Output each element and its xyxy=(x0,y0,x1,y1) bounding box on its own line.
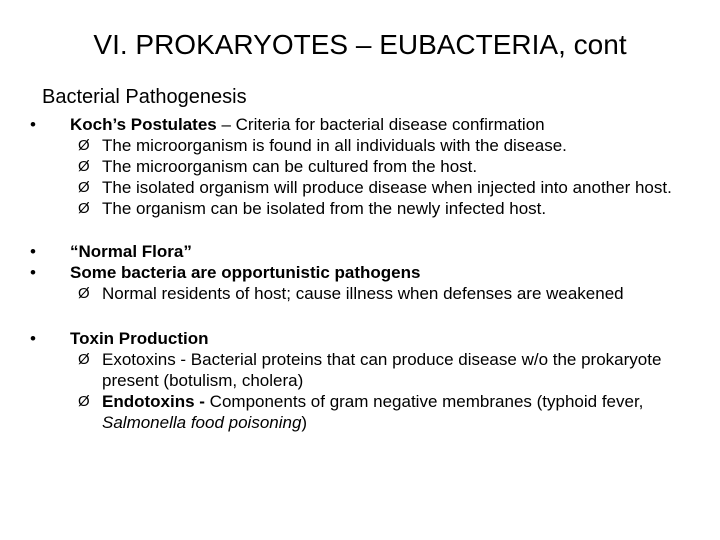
arrow-bullet-icon: Ø xyxy=(78,158,90,175)
bullet-opportunistic xyxy=(28,262,688,283)
arrow-bullet-icon: Ø xyxy=(78,137,90,154)
slide-title: VI. PROKARYOTES – EUBACTERIA, cont xyxy=(93,29,627,60)
koch-item xyxy=(28,177,688,198)
bullet-normal-flora xyxy=(28,241,688,262)
bullet-toxin xyxy=(28,328,688,349)
koch-item xyxy=(28,198,688,219)
opportunistic-item-text: Normal residents of host; cause illness when defenses are weakened xyxy=(102,284,624,303)
toxin-item-exotoxins xyxy=(28,349,688,391)
opportunistic-lead: Some bacteria are opportunistic pathogens xyxy=(70,263,421,282)
endotoxins-close: ) xyxy=(301,413,308,432)
endotoxins-text: Components of gram negative membranes (typhoid fever, xyxy=(204,392,644,411)
arrow-bullet-icon: Ø xyxy=(78,200,90,217)
bullet-koch xyxy=(28,114,688,135)
arrow-bullet-icon: Ø xyxy=(78,393,90,410)
exotoxins-text: Exotoxins - Bacterial proteins that can produce disease w/o the prokaryote present (botulism, cholera) xyxy=(102,350,662,390)
bullet-dot: • xyxy=(30,329,36,348)
slide-body xyxy=(28,114,688,433)
endotoxins-italic: Salmonella food poisoning xyxy=(102,413,302,432)
toxin-item-endotoxins xyxy=(28,391,688,433)
toxin-lead: Toxin Production xyxy=(70,329,209,348)
arrow-bullet-icon: Ø xyxy=(78,285,90,302)
koch-desc: – Criteria for bacterial disease confirmation xyxy=(216,115,545,134)
koch-item-text: The microorganism can be cultured from the host. xyxy=(102,157,478,176)
arrow-bullet-icon: Ø xyxy=(78,179,90,196)
koch-item-text: The microorganism is found in all individuals with the disease. xyxy=(102,136,567,155)
section-heading: Bacterial Pathogenesis xyxy=(42,86,247,108)
bullet-dot: • xyxy=(30,263,36,282)
koch-item xyxy=(28,135,688,156)
koch-item-text: The isolated organism will produce disease when injected into another host. xyxy=(102,178,672,197)
opportunistic-item xyxy=(28,283,688,304)
koch-item xyxy=(28,156,688,177)
koch-lead: Koch’s Postulates xyxy=(70,115,217,134)
endotoxins-lead: Endotoxins - xyxy=(102,392,205,411)
normal-flora-lead: “Normal Flora” xyxy=(70,242,192,261)
bullet-dot: • xyxy=(30,115,36,134)
bullet-dot: • xyxy=(30,242,36,261)
arrow-bullet-icon: Ø xyxy=(78,351,90,368)
koch-item-text: The organism can be isolated from the newly infected host. xyxy=(102,199,547,218)
